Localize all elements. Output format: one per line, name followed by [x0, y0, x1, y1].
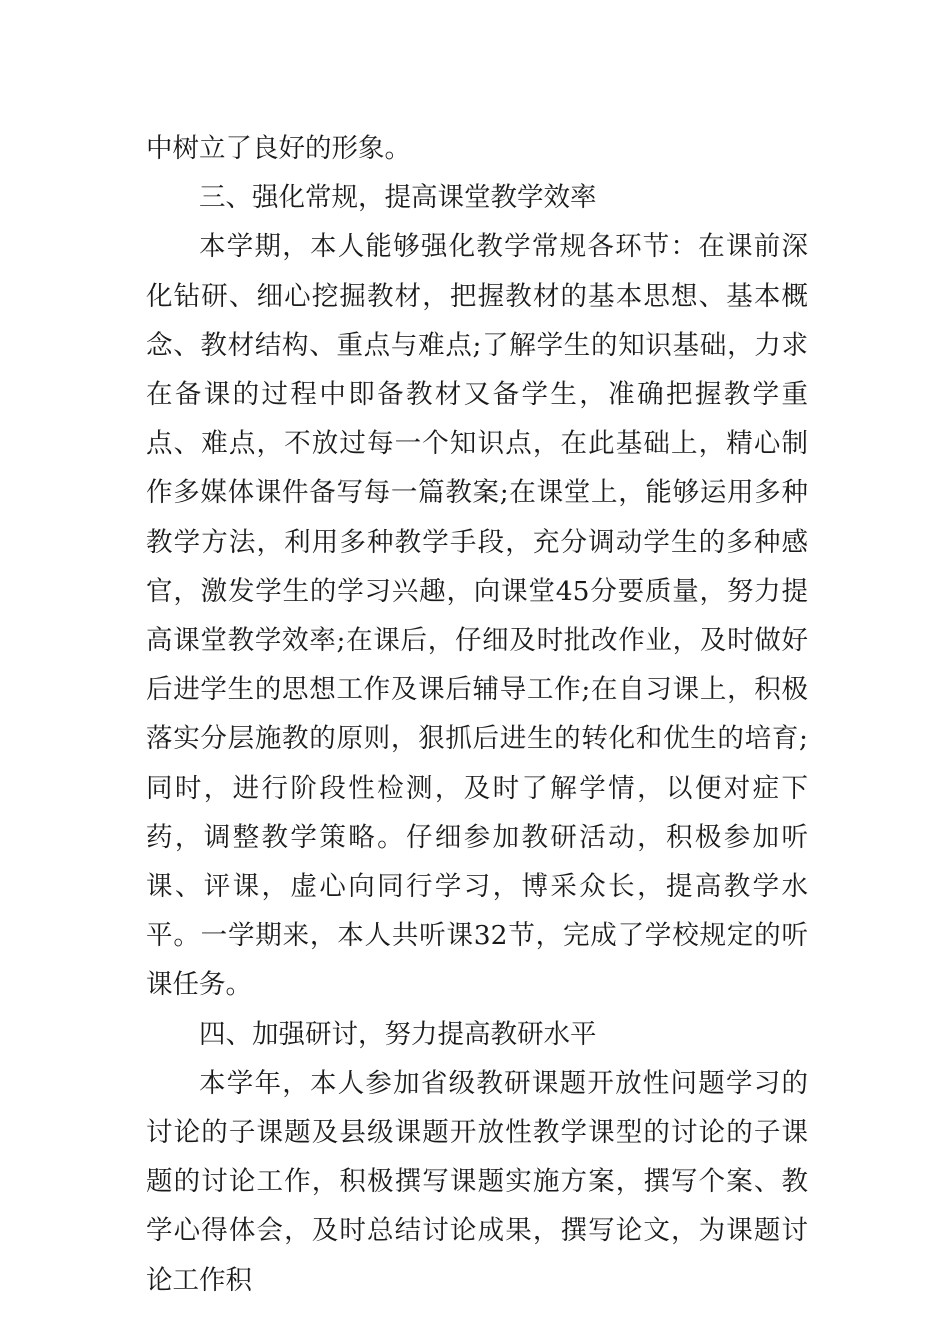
section-heading-4: 四、加强研讨，努力提高教研水平 — [199, 1018, 597, 1050]
paragraph-section-4: 本学年，本人参加省级教研课题开放性问题学习的讨论的子课题及县级课题开放性教学课型的讨论的子课题的讨论工作，积极撰写课题实施方案，撰写个案、教学心得体会，及时总结讨论成果，撰写论文，为课题讨论工作积 — [146, 1067, 808, 1296]
document-body — [146, 124, 808, 1305]
paragraph-section-3: 本学期，本人能够强化教学常规各环节：在课前深化钻研、细心挖掘教材，把握教材的基本思想、基本概念、教材结构、重点与难点;了解学生的知识基础，力求在备课的过程中即备教材又备学生，准确把握教学重点、难点，不放过每一个知识点，在此基础上，精心制作多媒体课件备写每一篇教案;在课堂上，能够运用多种教学方法，利用多种教学手段，充分调动学生的多种感官，激发学生的学习兴趣，向课堂45分要质量，努力提高课堂教学效率;在课后，仔细及时批改作业，及时做好后进学生的思想工作及课后辅导工作;在自习课上，积极落实分层施教的原则，狠抓后进生的转化和优生的培育;同时，进行阶段性检测，及时了解学情，以便对症下药，调整教学策略。仔细参加教研活动，积极参加听课、评课，虚心向同行学习，博采众长，提高教学水平。一学期来，本人共听课32节，完成了学校规定的听课任务。 — [146, 231, 808, 1001]
paragraph-continuation: 中树立了良好的形象。 — [146, 133, 411, 164]
section-heading-3: 三、强化常规，提高课堂教学效率 — [199, 182, 597, 214]
